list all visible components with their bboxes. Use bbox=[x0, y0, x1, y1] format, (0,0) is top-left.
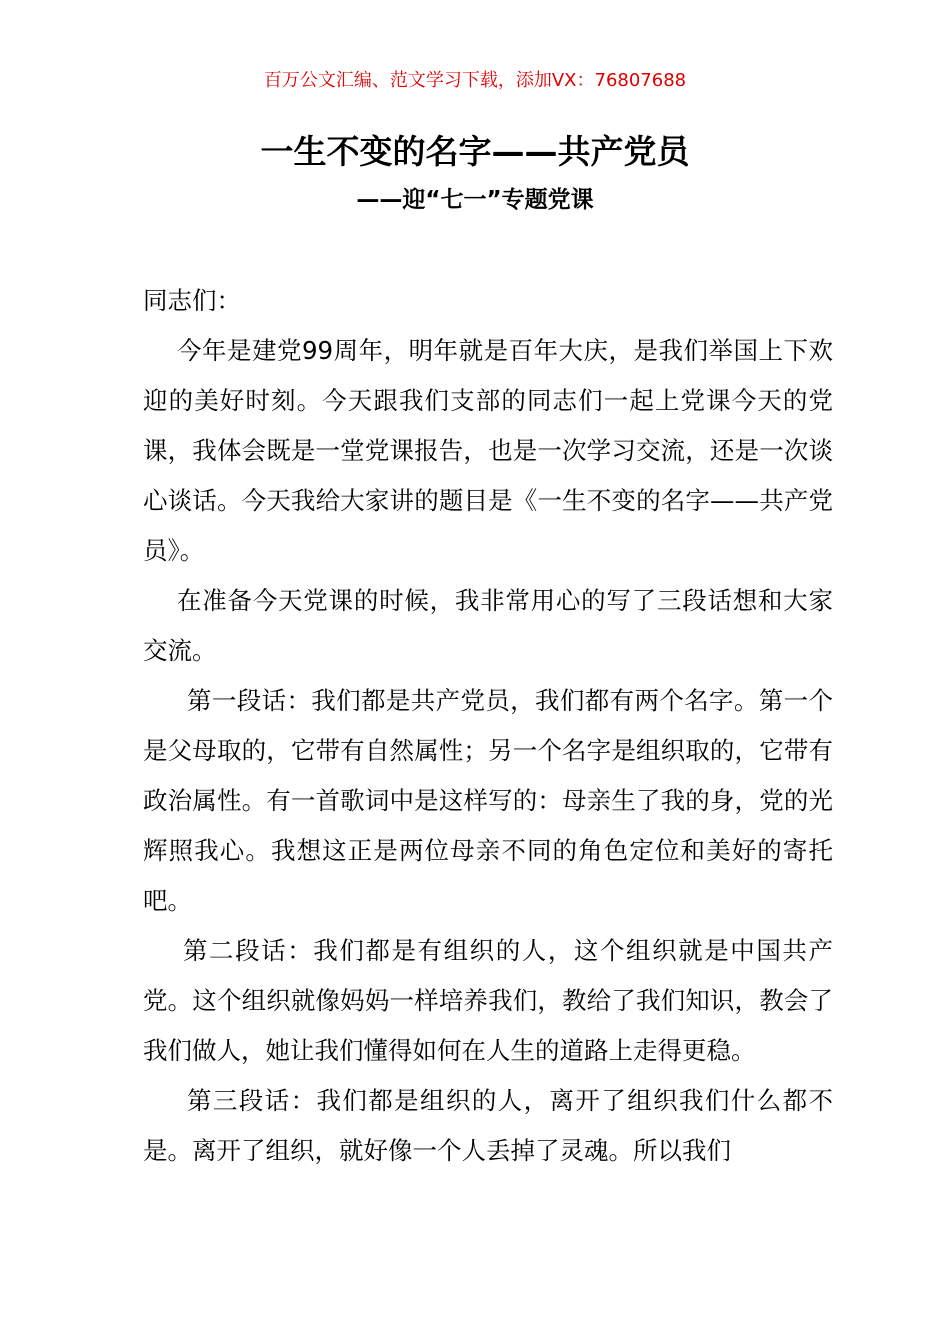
paragraph: 在准备今天党课的时候，我非常用心的写了三段话想和大家交流。 bbox=[143, 586, 833, 665]
paragraph: 今年是建党99周年，明年就是百年大庆，是我们举国上下欢迎的美好时刻。今天跟我们支部的同志们一起上党课今天的党课，我体会既是一堂党课报告，也是一次学习交流，还是一次谈心谈话。今天我给大家讲的题目是《一生不变的名字——共产党员》。 bbox=[143, 336, 833, 565]
paragraph: 第二段话：我们都是有组织的人，这个组织就是中国共产党。这个组织就像妈妈一样培养我们，教给了我们知识，教会了我们做人，她让我们懂得如何在人生的道路上走得更稳。 bbox=[143, 936, 833, 1065]
salutation: 同志们： bbox=[143, 286, 241, 315]
document-title: 一生不变的名字——共产党员 bbox=[260, 132, 690, 171]
paragraph: 第三段话：我们都是组织的人，离开了组织我们什么都不是。离开了组织，就好像一个人丢掉了灵魂。所以我们 bbox=[143, 1086, 833, 1165]
paragraph: 第一段话：我们都是共产党员，我们都有两个名字。第一个是父母取的，它带有自然属性；另一个名字是组织取的，它带有政治属性。有一首歌词中是这样写的：母亲生了我的身，党的光辉照我心。我想这正是两位母亲不同的角色定位和美好的寄托吧。 bbox=[143, 686, 833, 915]
document-subtitle: ——迎“七一”专题党课 bbox=[356, 187, 594, 213]
header-note: 百万公文汇编、范文学习下载，添加VX：76807688 bbox=[263, 70, 687, 91]
document-body bbox=[143, 276, 833, 1176]
